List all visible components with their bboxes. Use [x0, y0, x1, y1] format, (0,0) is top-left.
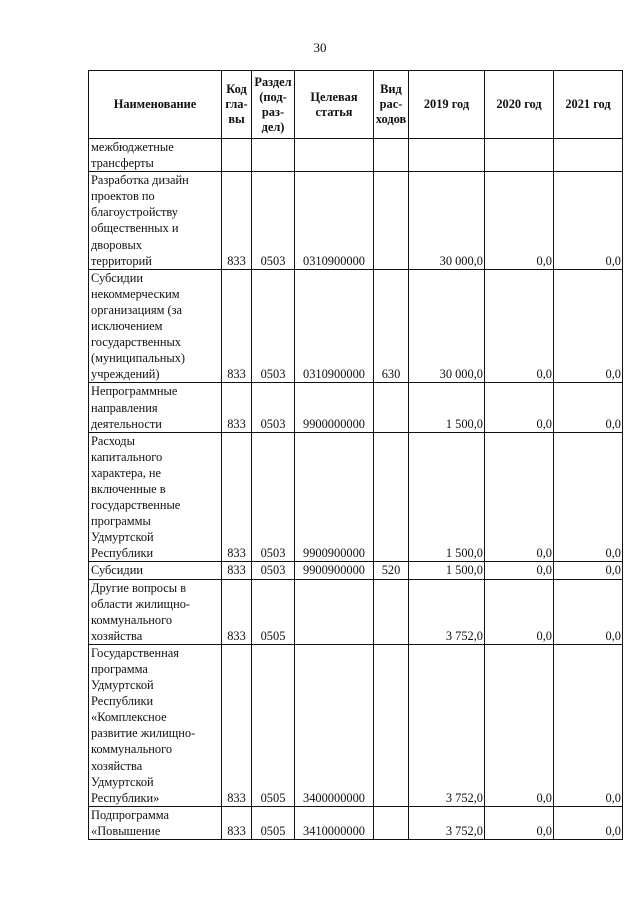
row-2020: 0,0 [485, 432, 554, 562]
row-2019: 30 000,0 [409, 269, 485, 383]
row-section: 0503 [252, 383, 295, 432]
row-vid [374, 172, 409, 270]
row-vid: 630 [374, 269, 409, 383]
row-section: 0503 [252, 562, 295, 579]
table-row [89, 139, 623, 172]
row-2019: 3 752,0 [409, 644, 485, 806]
row-target: 0310900000 [295, 269, 374, 383]
row-code: 833 [222, 172, 252, 270]
row-2020: 0,0 [485, 644, 554, 806]
table-row [89, 579, 623, 644]
header-code: Код гла- вы [222, 71, 252, 139]
row-target [295, 139, 374, 172]
row-target: 9900000000 [295, 383, 374, 432]
row-section: 0505 [252, 806, 295, 839]
row-vid [374, 644, 409, 806]
row-code: 833 [222, 806, 252, 839]
row-code: 833 [222, 432, 252, 562]
header-2021: 2021 год [554, 71, 623, 139]
table-row [89, 644, 623, 806]
row-2019: 1 500,0 [409, 383, 485, 432]
row-2021: 0,0 [554, 579, 623, 644]
row-target: 0310900000 [295, 172, 374, 270]
row-2020: 0,0 [485, 172, 554, 270]
row-target: 3410000000 [295, 806, 374, 839]
row-vid [374, 432, 409, 562]
row-name: межбюджетные трансферты [89, 139, 222, 172]
row-2021 [554, 139, 623, 172]
header-section: Раздел (под- раз- дел) [252, 71, 295, 139]
row-2020: 0,0 [485, 562, 554, 579]
header-2019: 2019 год [409, 71, 485, 139]
table-row [89, 432, 623, 562]
row-section: 0503 [252, 172, 295, 270]
row-name: Подпрограмма «Повышение [89, 806, 222, 839]
row-vid [374, 806, 409, 839]
row-section: 0503 [252, 269, 295, 383]
row-2021: 0,0 [554, 562, 623, 579]
row-2021: 0,0 [554, 383, 623, 432]
row-code: 833 [222, 383, 252, 432]
row-name: Государственная программа Удмуртской Республики «Комплексное развитие жилищно- коммунального хозяйства Удмуртской Республики» [89, 644, 222, 806]
row-2019: 3 752,0 [409, 579, 485, 644]
row-code: 833 [222, 644, 252, 806]
table-row [89, 383, 623, 432]
row-2019: 1 500,0 [409, 432, 485, 562]
row-2019: 30 000,0 [409, 172, 485, 270]
row-name: Другие вопросы в области жилищно- коммунального хозяйства [89, 579, 222, 644]
row-vid [374, 139, 409, 172]
row-section: 0505 [252, 644, 295, 806]
header-name: Наименование [89, 71, 222, 139]
table-row [89, 172, 623, 270]
row-section [252, 139, 295, 172]
page-number: 30 [313, 40, 327, 55]
table-row [89, 562, 623, 579]
row-code: 833 [222, 269, 252, 383]
row-2020: 0,0 [485, 579, 554, 644]
header-vid: Вид рас- ходов [374, 71, 409, 139]
budget-table [88, 70, 623, 840]
row-code: 833 [222, 579, 252, 644]
row-section: 0505 [252, 579, 295, 644]
row-vid [374, 383, 409, 432]
row-2021: 0,0 [554, 269, 623, 383]
row-name: Разработка дизайн проектов по благоустройству общественных и дворовых территорий [89, 172, 222, 270]
row-section: 0503 [252, 432, 295, 562]
row-2021: 0,0 [554, 432, 623, 562]
row-2020: 0,0 [485, 269, 554, 383]
row-target: 9900900000 [295, 432, 374, 562]
row-code [222, 139, 252, 172]
row-2019 [409, 139, 485, 172]
row-vid [374, 579, 409, 644]
table-row [89, 269, 623, 383]
row-name: Непрограммные направления деятельности [89, 383, 222, 432]
row-2019: 1 500,0 [409, 562, 485, 579]
row-code: 833 [222, 562, 252, 579]
row-name: Расходы капитального характера, не включенные в государственные программы Удмуртской Республики [89, 432, 222, 562]
row-name: Субсидии [89, 562, 222, 579]
header-2020: 2020 год [485, 71, 554, 139]
row-vid: 520 [374, 562, 409, 579]
table-row [89, 806, 623, 839]
row-2021: 0,0 [554, 806, 623, 839]
row-2019: 3 752,0 [409, 806, 485, 839]
row-2020: 0,0 [485, 806, 554, 839]
row-2020 [485, 139, 554, 172]
table-header-row [89, 71, 623, 139]
row-target [295, 579, 374, 644]
row-2021: 0,0 [554, 172, 623, 270]
row-2020: 0,0 [485, 383, 554, 432]
row-target: 3400000000 [295, 644, 374, 806]
row-target: 9900900000 [295, 562, 374, 579]
header-target: Целевая статья [295, 71, 374, 139]
row-name: Субсидии некоммерческим организациям (за исключением государственных (муниципальных) учреждений) [89, 269, 222, 383]
row-2021: 0,0 [554, 644, 623, 806]
